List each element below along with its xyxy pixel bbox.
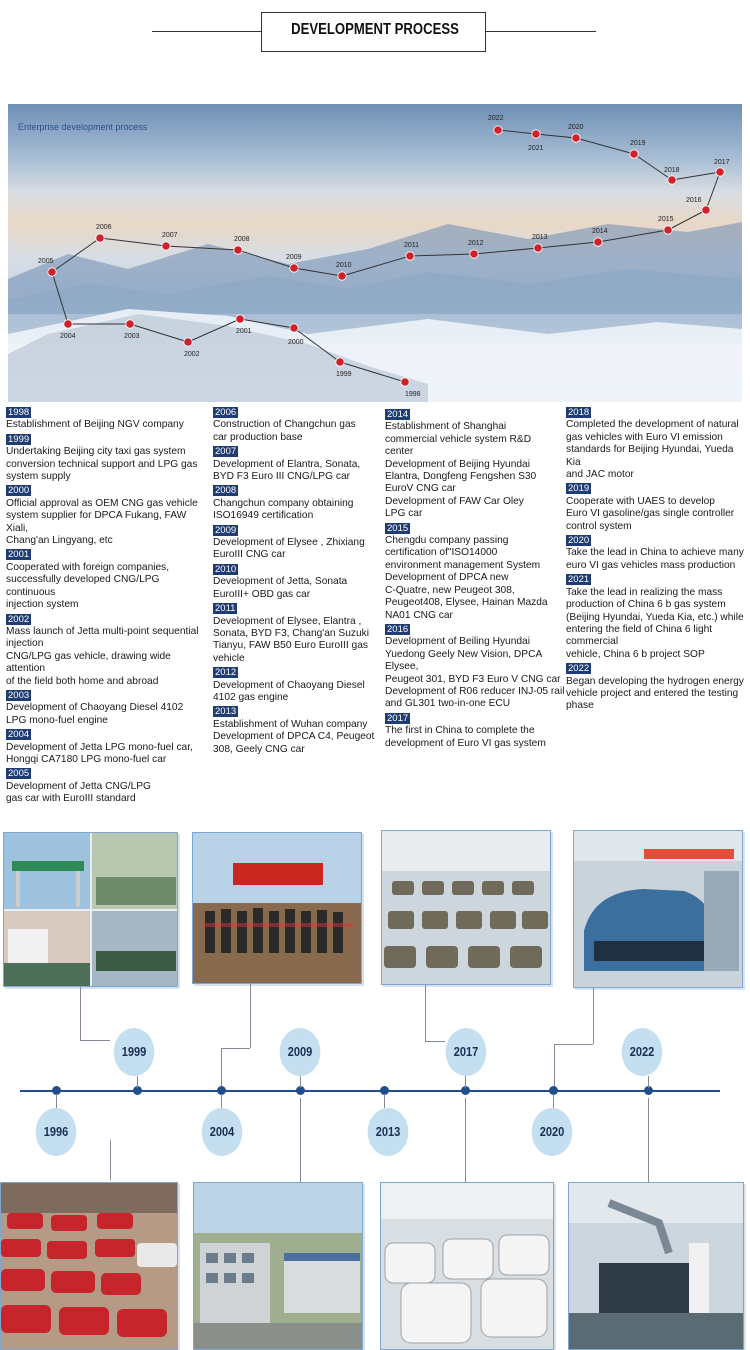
timeline-connector <box>554 1044 593 1045</box>
year-tag: 2012 <box>215 667 237 679</box>
timeline-connector <box>425 985 426 1041</box>
route-segment <box>294 268 342 276</box>
timeline-badge-1996: 1996 <box>36 1108 77 1156</box>
route-node <box>290 324 298 332</box>
route-node <box>126 320 134 328</box>
route-year-label: 2014 <box>592 228 608 235</box>
photo-gas-station <box>3 832 178 987</box>
route-node <box>234 246 242 254</box>
route-year-label: 2010 <box>336 262 352 269</box>
timeline-connector <box>384 1094 385 1108</box>
development-route <box>8 104 742 402</box>
timeline-connector <box>110 1140 111 1180</box>
year-tag: 2021 <box>568 574 590 586</box>
timeline-connector <box>425 1041 445 1042</box>
timeline-badge-2020: 2020 <box>532 1108 573 1156</box>
route-node <box>668 176 676 184</box>
year-tag: 2007 <box>215 446 237 458</box>
year-tag: 2004 <box>8 729 30 741</box>
route-year-label: 2000 <box>288 339 304 346</box>
route-node <box>664 226 672 234</box>
route-node <box>494 126 502 134</box>
year-tag: 2020 <box>568 535 590 547</box>
route-year-label: 2007 <box>162 232 178 239</box>
route-year-label: 2001 <box>236 328 252 335</box>
header-bracket-top <box>261 12 486 13</box>
milestone-text: Establishment of Beijing NGV company <box>6 419 184 431</box>
milestone-text: Mass launch of Jetta multi-point sequential injection CNG/LPG gas vehicle, drawing wide attention of the field both home and abroad <box>6 625 199 687</box>
route-segment <box>166 246 238 250</box>
route-node <box>338 272 346 280</box>
year-tag: 2018 <box>568 407 590 418</box>
development-banner <box>8 104 742 402</box>
timeline-connector <box>648 1076 649 1088</box>
timeline-badge-2009: 2009 <box>280 1028 321 1076</box>
timeline-connector <box>250 984 251 1048</box>
timeline-connector <box>554 1044 555 1090</box>
timeline-connector <box>465 1076 466 1088</box>
route-segment <box>706 172 720 210</box>
photo-vehicle-assembly <box>573 830 743 988</box>
milestone-text: Development of Beiling Hyundai Yuedong Geely New Vision, DPCA Elysee, Peugeot 301, BYD F3 Euro V CNG car Development of R06 reducer INJ-05 rail and GL301 two-in-one ECU <box>385 636 565 710</box>
route-segment <box>52 272 68 324</box>
route-segment <box>52 238 100 272</box>
route-node <box>532 130 540 138</box>
history-column-3 <box>385 408 565 751</box>
history-column-1 <box>6 406 206 807</box>
timeline-connector <box>465 1098 466 1182</box>
route-node <box>572 134 580 142</box>
route-node <box>236 315 244 323</box>
route-year-label: 2002 <box>184 351 200 358</box>
route-segment <box>342 256 410 276</box>
photo-robotic-engine-line <box>568 1182 744 1350</box>
milestone-text: Completed the development of natural gas vehicles with Euro VI emission standards for Beijing Hyundai, Yueda Kia and JAC motor <box>566 419 739 481</box>
year-tag: 2013 <box>215 706 237 718</box>
timeline-connector <box>593 988 594 1044</box>
page-title: DEVELOPMENT PROCESS <box>291 21 459 38</box>
timeline-connector <box>221 1048 250 1049</box>
route-segment <box>598 230 668 242</box>
route-node <box>401 378 409 386</box>
route-node <box>48 268 56 276</box>
photo-groundbreaking <box>192 832 362 984</box>
timeline-connector <box>80 1040 110 1041</box>
milestone-text: Cooperated with foreign companies, successfully developed CNG/LPG continuous injection system <box>6 561 170 611</box>
milestone-text: The first in China to complete the development of Euro VI gas system <box>385 725 546 749</box>
year-tag: 2001 <box>8 549 30 561</box>
milestone-text: Take the lead in China to achieve many euro VI gas vehicles mass production <box>566 547 744 571</box>
route-year-label: 2009 <box>286 254 302 261</box>
milestone-text: Began developing the hydrogen energy vehicle project and entered the testing phase <box>566 675 744 712</box>
year-tag: 2005 <box>8 768 30 780</box>
route-node <box>630 150 638 158</box>
milestone-text: Cooperate with UAES to develop Euro VI gasoline/gas single controller control system <box>566 495 735 532</box>
route-year-label: 2005 <box>38 258 54 265</box>
timeline-connector <box>300 1098 301 1182</box>
timeline-connector <box>137 1076 138 1088</box>
timeline-connector <box>553 1094 554 1108</box>
route-year-label: 2016 <box>686 197 702 204</box>
year-tag: 1998 <box>8 407 30 418</box>
route-node <box>290 264 298 272</box>
timeline-badge-2004: 2004 <box>202 1108 243 1156</box>
year-tag: 2019 <box>568 483 590 495</box>
milestone-text: Development of Chaoyang Diesel 4102 gas engine <box>213 679 365 703</box>
year-tag: 2008 <box>215 485 237 497</box>
milestone-text: Development of Elysee, Elantra , Sonata, BYD F3, Chang'an Suzuki Tianyu, FAW B50 Euro EuroIII gas vehicle <box>213 615 369 664</box>
route-year-label: 2012 <box>468 240 484 247</box>
milestone-text: Development of Elantra, Sonata, BYD F3 Euro III CNG/LPG car <box>213 458 361 483</box>
route-node <box>64 320 72 328</box>
timeline-connector <box>56 1094 57 1108</box>
year-tag: 2017 <box>387 712 409 724</box>
milestone-text: Establishment of Shanghai commercial vehicle system R&D center Development of Beijing Hyundai Elantra, Dongfeng Fengshen S30 EuroV CNG car Development of FAW Car Oley LPG car <box>385 421 537 520</box>
route-year-label: 1999 <box>336 371 352 378</box>
route-segment <box>100 238 166 246</box>
route-year-label: 2022 <box>488 115 504 122</box>
route-node <box>702 206 710 214</box>
banner-title: Enterprise development process <box>18 122 148 132</box>
header-bracket-bottom <box>261 51 486 52</box>
year-tag: 2000 <box>8 485 30 497</box>
milestone-text: Official approval as OEM CNG gas vehicle system supplier for DPCA Fukang, FAW Xiali, Chang'an Lingyang, etc <box>6 497 198 547</box>
year-tag: 2014 <box>387 409 409 420</box>
milestone-text: Undertaking Beijing city taxi gas system conversion technical support and LPG gas system supply <box>6 446 198 483</box>
milestone-text: Construction of Changchun gas car production base <box>213 419 356 443</box>
route-segment <box>538 242 598 248</box>
milestone-text: Development of Elysee , Zhixiang EuroIII CNG car <box>213 537 365 561</box>
route-node <box>406 252 414 260</box>
milestone-text: Take the lead in realizing the mass production of China 6 b gas system (Beijing Hyundai, Yueda Kia, etc.) while entering the field of China 6 light commercial vehicle, China 6 b project SOP <box>566 586 744 660</box>
route-segment <box>536 134 576 138</box>
milestone-text: Establishment of Wuhan company Development of DPCA C4, Peugeot 308, Geely CNG car <box>213 718 375 755</box>
route-year-label: 2013 <box>532 234 548 241</box>
milestone-text: Development of Jetta, Sonata EuroIII+ OBD gas car <box>213 576 348 600</box>
year-tag: 1999 <box>8 433 30 445</box>
year-tag: 2016 <box>387 623 409 635</box>
photo-factory-buildings <box>193 1182 363 1350</box>
route-year-label: 2020 <box>568 124 584 131</box>
route-year-label: 2018 <box>664 167 680 174</box>
year-tag: 2011 <box>215 603 236 615</box>
year-tag: 2002 <box>8 613 30 625</box>
milestone-text: Development of Jetta LPG mono-fuel car, Hongqi CA7180 LPG mono-fuel car <box>6 741 193 765</box>
year-tag: 2006 <box>215 407 237 418</box>
milestone-text: Changchun company obtaining ISO16949 certification <box>213 497 354 522</box>
timeline-badge-2017: 2017 <box>446 1028 487 1076</box>
timeline-badge-2013: 2013 <box>368 1108 409 1156</box>
route-node <box>162 242 170 250</box>
route-node <box>594 238 602 246</box>
route-year-label: 2021 <box>528 145 544 152</box>
route-segment <box>498 130 536 134</box>
timeline-badge-1999: 1999 <box>114 1028 155 1076</box>
route-node <box>470 250 478 258</box>
route-year-label: 2019 <box>630 140 646 147</box>
milestone-text: Chengdu company passing certification of"ISO14000 environment management System Development of DPCA new C-Quatre, new Peugeot 308, Peugeot408, Elysee, Hainan Mazda NA01 CNG car <box>385 535 548 621</box>
year-tag: 2015 <box>387 522 409 534</box>
route-node <box>336 358 344 366</box>
timeline-connector <box>221 1094 222 1108</box>
route-year-label: 2008 <box>234 236 250 243</box>
timeline-connector <box>221 1048 222 1090</box>
history-column-4 <box>566 406 750 714</box>
route-segment <box>240 319 294 328</box>
timeline-axis <box>20 1090 720 1092</box>
milestone-text: Development of Chaoyang Diesel 4102 LPG mono-fuel engine <box>6 702 184 726</box>
route-node <box>534 244 542 252</box>
year-tag: 2010 <box>215 563 237 575</box>
photo-car-production-line <box>381 830 551 985</box>
route-segment <box>668 210 706 230</box>
route-year-label: 2015 <box>658 216 674 223</box>
timeline-badge-2022: 2022 <box>622 1028 663 1076</box>
route-segment <box>188 319 240 342</box>
timeline-connector <box>648 1098 649 1182</box>
year-tag: 2009 <box>215 524 237 536</box>
route-node <box>716 168 724 176</box>
route-year-label: 1998 <box>405 391 421 398</box>
route-segment <box>576 138 634 154</box>
year-tag: 2022 <box>568 663 590 675</box>
route-year-label: 2003 <box>124 333 140 340</box>
timeline-connector <box>80 987 81 1040</box>
history-column-2 <box>213 406 378 757</box>
route-segment <box>474 248 538 254</box>
route-year-label: 2011 <box>404 242 420 249</box>
milestone-text: Development of Jetta CNG/LPG gas car with EuroIII standard <box>6 780 151 805</box>
photo-taxi-fleet <box>0 1182 178 1350</box>
timeline-connector <box>300 1076 301 1088</box>
route-node <box>184 338 192 346</box>
route-node <box>96 234 104 242</box>
route-year-label: 2006 <box>96 224 112 231</box>
route-year-label: 2017 <box>714 159 730 166</box>
route-segment <box>410 254 474 256</box>
photo-white-cars-workshop <box>380 1182 554 1350</box>
year-tag: 2003 <box>8 689 30 701</box>
route-year-label: 2004 <box>60 333 76 340</box>
